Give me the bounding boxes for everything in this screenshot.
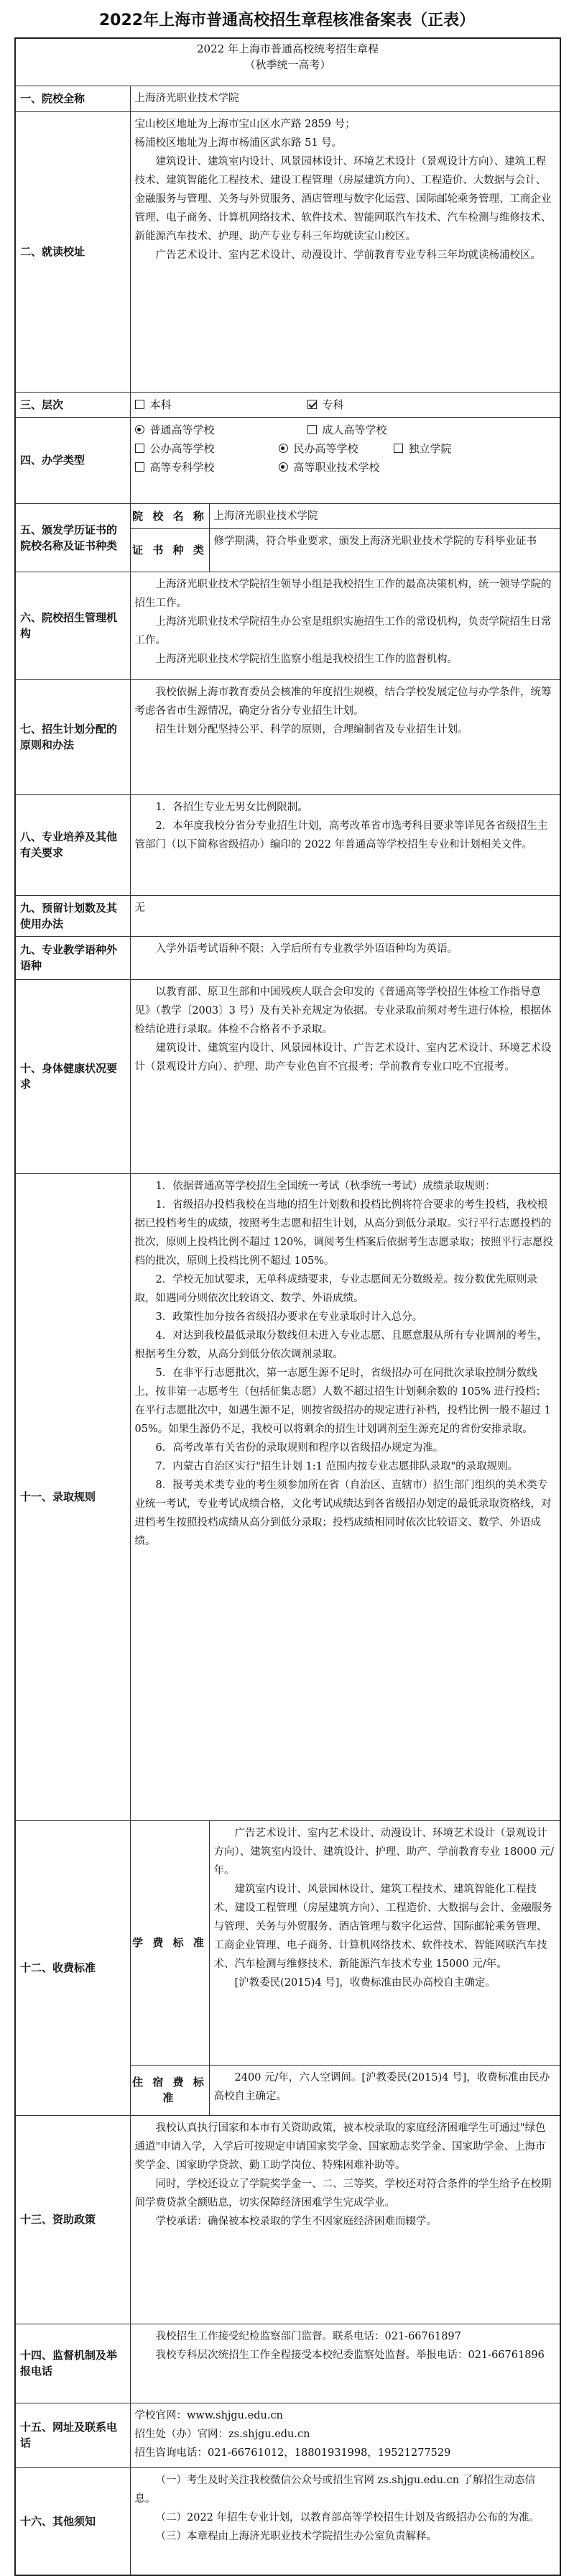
- row-label: 十六、其他须知: [15, 2467, 130, 2575]
- admission-office-value: 上海济光职业技术学院招生领导小组是我校招生工作的最高决策机构，统一领导学院的招生工作。 上海济光职业技术学院招生办公室是组织实施招生工作的常设机构，负责学院招生日常工作。 上海济光职业技术学院招生监察小组是我校招生工作的监督机构。: [130, 572, 560, 679]
- row-other-notes: [15, 2467, 560, 2575]
- hotline-text: 招生咨询电话：021-66761012，18801931998，19521277529: [134, 2447, 451, 2459]
- checkbox-icon: [394, 444, 403, 453]
- row-label: 五、颁发学历证书的院校名称及证书种类: [15, 503, 130, 572]
- supervision-value: 我校招生工作接受纪检监察部门监督。联系电话：021-66761897 我校专科层次统招生工作全程接受本校纪委监察处监督。举报电话：021-66761896: [130, 2324, 560, 2403]
- row-label: 十五、网址及联系电话: [15, 2403, 130, 2467]
- option-regular-higher[interactable]: 普通高等学校: [135, 421, 307, 439]
- sub-label-tuition: 学 费 标 准: [130, 1820, 209, 2065]
- row-reserved-plan: [15, 895, 560, 936]
- level-options: [130, 392, 560, 417]
- row-label: 二、就读校址: [15, 111, 130, 392]
- checkbox-icon: [135, 462, 144, 472]
- row-label: 七、招生计划分配的原则和办法: [15, 679, 130, 794]
- row-label: 十二、收费标准: [15, 1820, 130, 2115]
- row-campus-address: [15, 111, 560, 392]
- row-label: 十四、监督机制及举报电话: [15, 2324, 130, 2403]
- checkbox-icon: [135, 444, 144, 453]
- other-notes-value: （一）考生及时关注我校微信公众号或招生官网 zs.shjgu.edu.cn 了解招生动态信息。 （二）2022 年招生专业计划，以教育部高等学校招生计划及省级招办公布的为准。 （三）本章程由上海济光职业技术学院招生办公室负责解释。: [130, 2467, 560, 2575]
- option-college[interactable]: 高等专科学校: [135, 458, 279, 477]
- option-junior-college[interactable]: 专科: [307, 395, 480, 414]
- row-label: 十一、录取规则: [15, 1173, 130, 1820]
- row-certificate-institution: [15, 503, 560, 528]
- row-website-contact: [15, 2403, 560, 2467]
- row-label: 四、办学类型: [15, 417, 130, 503]
- admission-website-link[interactable]: 招生处（办）官网：zs.shjgu.edu.cn: [134, 2428, 310, 2440]
- form-header-line1: 2022 年上海市普通高校统考招生章程: [197, 42, 379, 55]
- admission-rules-value: 1．依据普通高等学校招生全国统一考试（秋季统一考试）成绩录取规则： 1．省级招办投档我校在当地的招生计划数和投档比例将符合要求的考生投档，我校根据已投档考生的成绩，按照考生志愿和招生计划，从高分到低分录取。实行平行志愿投档的批次，原则上投档比例不超过 120%，调阅考生档案后依据考生志愿录取；按照平行志愿投档的批次，原则上投档比例不超过 105%。 2．学校无加试要求，无单科成绩要求，专业志愿间无分数级差。按分数优先原则录取，如遇同分则依次比较语文、数学、外语成绩。 3．政策性加分按各省级招办要求在专业录取时计入总分。 4．对达到我校最低录取分数线但未进入专业志愿、且愿意服从所有专业调剂的考生，根据考生分数，从高分到低分依次调剂录取。 5．在非平行志愿批次，第一志愿生源不足时，省级招办可在同批次录取控制分数线上，按非第一志愿考生（包括征集志愿）人数不超过招生计划剩余数的 105% 进行投档；在平行志愿批次中，如遇生源不足，则按省级招办的规定进行补档，投档比例一般不超过 105%。如果生源仍不足，我校可以将剩余的招生计划调剂至生源充足的省份安排录取。 6．高考改革有关省份的录取规则和程序以省级招办规定为准。 7．内蒙古自治区实行"招生计划 1:1 范围内按专业志愿排队录取"的录取规则。 8．报考美术类专业的考生须参加所在省（自治区、直辖市）招生部门组织的美术类专业统一考试，专业考试成绩合格，文化考试成绩达到各省级招办划定的最低录取资格线，对进档考生按照投档成绩从高分到低分录取；投档成绩相同时依次比较语文、数学、外语成绩。: [130, 1173, 560, 1820]
- certificate-institution-value: 上海济光职业技术学院: [209, 503, 560, 528]
- checkbox-checked-icon: [307, 400, 317, 409]
- checkbox-icon: [307, 425, 317, 434]
- school-website-link[interactable]: 学校官网：www.shjgu.edu.cn: [134, 2409, 283, 2421]
- row-institution-name: [15, 86, 560, 111]
- form-header: [15, 38, 560, 86]
- institution-name-value: 上海济光职业技术学院: [130, 86, 560, 111]
- option-independent[interactable]: 独立学院: [394, 439, 480, 458]
- row-label: 十、身体健康状况要求: [15, 979, 130, 1173]
- tuition-value: 广告艺术设计、室内艺术设计、动漫设计、环境艺术设计（景观设计方向）、建筑室内设计、建筑设计、护理、助产、学前教育专业 18000 元/年。 建筑室内设计、风景园林设计、建筑工程技术、建筑智能化工程技术、建设工程管理（房屋建筑方向）、工程造价、大数据与会计、金融服务与管理、关务与外贸服务、酒店管理与数字化运营、国际邮轮乘务管理、工商企业管理、电子商务、计算机网络技术、软件技术、智能网联汽车技术、汽车检测与维修技术、新能源汽车技术专业 15000 元/年。 [沪教委民(2015)4 号]，收费标准由民办高校自主确定。: [209, 1820, 560, 2065]
- reserved-plan-value: 无: [130, 895, 560, 936]
- row-label: 九、专业教学语种外语种: [15, 936, 130, 979]
- form-header-line2: （秋季统一高考）: [244, 58, 331, 71]
- checkbox-icon: [135, 400, 144, 409]
- form-header-row: [15, 38, 560, 86]
- radio-checked-icon: [279, 462, 288, 472]
- row-health-requirements: [15, 979, 560, 1173]
- sub-label-accommodation: 住 宿 费 标 准: [130, 2065, 209, 2115]
- website-contact-value: [130, 2403, 560, 2467]
- document-title: 2022年上海市普通高校招生章程核准备案表（正表）: [98, 12, 476, 29]
- row-level: [15, 392, 560, 417]
- health-requirements-value: 以教育部、原卫生部和中国残疾人联合会印发的《普通高等学校招生体检工作指导意见》（教学〔2003〕3 号）及有关补充规定为依据。专业录取前须对考生进行体检，根据体检结论进行录取。体检不合格者不予录取。 建筑设计、建筑室内设计、风景园林设计、广告艺术设计、室内艺术设计、环境艺术设计（景观设计方向）、护理、助产专业色盲不宜报考；学前教育专业口吃不宜报考。: [130, 979, 560, 1173]
- row-major-requirements: [15, 794, 560, 895]
- sub-label-institution: 院 校 名 称: [130, 503, 209, 528]
- certificate-type-value: 修学期满，符合毕业要求，颁发上海济光职业技术学院的专科毕业证书: [209, 528, 560, 572]
- option-undergraduate[interactable]: 本科: [135, 395, 307, 414]
- row-label: 十三、资助政策: [15, 2115, 130, 2324]
- row-financial-aid: [15, 2115, 560, 2324]
- campus-address-value: 宝山校区地址为上海市宝山区水产路 2859 号； 杨浦校区地址为上海市杨浦区武东路 51 号。 建筑设计、建筑室内设计、风景园林设计、环境艺术设计（景观设计方向）、建筑工程技术、建筑智能化工程技术、建设工程管理（房屋建筑方向）、工程造价、大数据与会计、金融服务与管理、关务与外贸服务、酒店管理与数字化运营、国际邮轮乘务管理、工商企业管理、电子商务、计算机网络技术、软件技术、智能网联汽车技术、汽车检测与维修技术、新能源汽车技术、护理、助产专业专科三年均就读宝山校区。 广告艺术设计、室内艺术设计、动漫设计、学前教育专业专科三年均就读杨浦校区。: [130, 111, 560, 392]
- sub-label-certificate: 证 书 种 类: [130, 528, 209, 572]
- option-private[interactable]: 民办高等学校: [279, 439, 394, 458]
- row-label: 八、专业培养及其他有关要求: [15, 794, 130, 895]
- radio-checked-icon: [135, 425, 144, 434]
- financial-aid-value: 我校认真执行国家和本市有关资助政策，被本校录取的家庭经济困难学生可通过"绿色通道"申请入学，入学后可按规定申请国家奖学金、国家励志奖学金、国家助学金、上海市奖学金、国家助学贷款、勤工助学岗位、特殊困难补助等。 同时，学校还设立了学院奖学金一、二、三等奖，学校还对符合条件的学生给予在校期间学费贷款全额贴息，切实保障经济困难学生完成学业。 学校承诺：确保被本校录取的学生不因家庭经济困难而辍学。: [130, 2115, 560, 2324]
- row-label: 一、院校全称: [15, 86, 130, 111]
- row-admission-rules: [15, 1173, 560, 1820]
- row-foreign-language: [15, 936, 560, 979]
- row-label: 九、预留计划数及其使用办法: [15, 895, 130, 936]
- accommodation-value: 2400 元/年，六人空调间。[沪教委民(2015)4 号]，收费标准由民办高校自主确定。: [209, 2065, 560, 2115]
- filing-form-table: [14, 37, 561, 2576]
- radio-checked-icon: [279, 444, 288, 453]
- option-vocational[interactable]: 高等职业技术学校: [279, 458, 451, 477]
- major-requirements-value: 1．各招生专业无男女比例限制。 2．本年度我校分省分专业招生计划，高考改革省市选考科目要求等详见各省级招生主管部门（以下简称省级招办）编印的 2022 年普通高等学校招生专业和计划相关文件。: [130, 794, 560, 895]
- row-tuition: [15, 1820, 560, 2065]
- option-adult-higher[interactable]: 成人高等学校: [307, 421, 480, 439]
- row-label: 三、层次: [15, 392, 130, 417]
- foreign-language-value: 入学外语考试语种不限；入学后所有专业教学外语语种均为英语。: [130, 936, 560, 979]
- row-label: 六、院校招生管理机构: [15, 572, 130, 679]
- option-public[interactable]: 公办高等学校: [135, 439, 279, 458]
- row-admission-office: [15, 572, 560, 679]
- row-supervision: [15, 2324, 560, 2403]
- row-plan-allocation: [15, 679, 560, 794]
- school-type-options: [130, 417, 560, 503]
- row-school-type: [15, 417, 560, 503]
- plan-allocation-value: 我校依据上海市教育委员会核准的年度招生规模，结合学校发展定位与办学条件，统筹考虑各省市生源情况，确定分省分专业招生计划。 招生计划分配坚持公平、科学的原则，合理编制省及专业招生计划。: [130, 679, 560, 794]
